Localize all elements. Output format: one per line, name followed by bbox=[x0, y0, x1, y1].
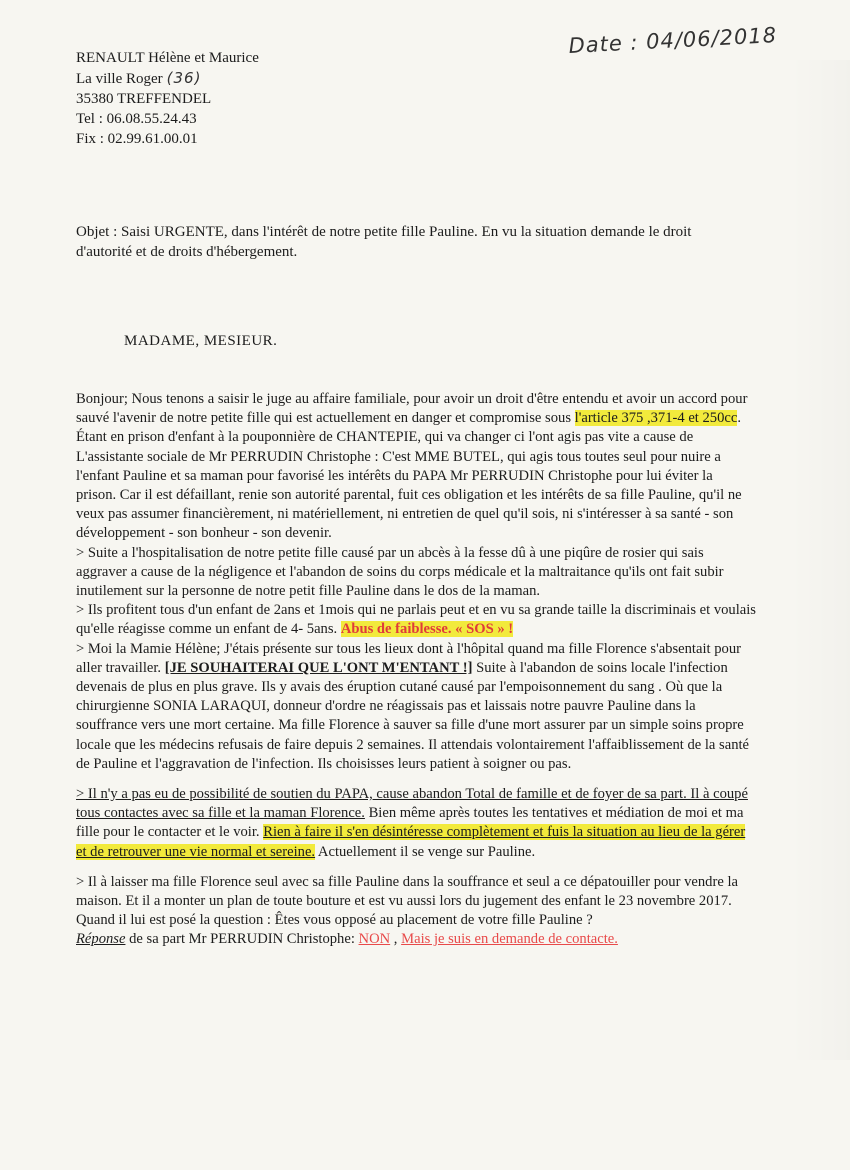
paragraph-5 bbox=[76, 785, 756, 862]
paragraph-6 bbox=[76, 873, 756, 950]
show-through-shadow bbox=[790, 60, 850, 1060]
sender-address-line: La ville Roger bbox=[76, 71, 163, 87]
reponse-non: NON bbox=[358, 931, 391, 948]
highlight-articles: l'article 375 ,371-4 et 250cc bbox=[574, 410, 738, 427]
paragraph-2: > Suite a l'hospitalisation de notre petite fille causé par un abcès à la fesse dû à une piqûre de rosier qui sais aggraver a cause de la négligence et l'abandon de soins du corps médicale et la maltraitance qu'ils ont fait subir inutilement sur la personne de notre petit fille Pauline dans le dos de la maman. bbox=[76, 544, 724, 600]
p1-text-b: . Étant en prison d'enfant à la pouponnière de CHANTEPIE, qui va changer ci l'ont agis pas vite a cause de L'assistante sociale de Mr PERRUDIN Christophe : C'est MME BUTEL, qui agis tous toutes seul pour nuire a l'enfant Pauline et sa maman pour favorisé les intérêts du PAPA Mr PERRUDIN Christophe pour lui éviter la prison. Car il est défaillant, renie son autorité parental, fuit ces obligation et les intérêts de sa fille Pauline, qu'il ne veux pas assumer financièrement, ni matériellement, ni entretien de quel qu'il sois, ni s'intéresser à sa santé - son développement - son bonheur - son devenir. bbox=[76, 410, 742, 542]
sender-tel: Tel : 06.08.55.24.43 bbox=[76, 111, 197, 127]
sender-city: 35380 TREFFENDEL bbox=[76, 91, 212, 107]
handwritten-note: (36) bbox=[166, 69, 202, 87]
letter-body bbox=[76, 390, 756, 950]
p5-underlined: > Il n'y a pas eu de possibilité de soutien du PAPA, cause abandon Total de famille et de foyer de sa part. Il à coupé tous contactes avec sa fille et la maman Florence. bbox=[76, 786, 748, 822]
p6-text: > Il à laisser ma fille Florence seul avec sa fille Pauline dans la souffrance et seul a ce dépatouiller pour vendre la maison. Et il a monter un plan de toute bouture et est vu aussi lors du jugement des enfant le 23 novembre 2017. Quand il lui est posé la question : Êtes vous opposé au placement de votre fille Pauline ? bbox=[76, 873, 738, 929]
paragraph-4 bbox=[76, 640, 756, 774]
sender-name: RENAULT Hélène et Maurice bbox=[76, 50, 259, 66]
p4-text-a: > Moi la Mamie Hélène; J'étais présente sur tous les lieux dont à l'hôpital quand ma fille Florence s'absentait pour aller travailler. bbox=[76, 640, 741, 676]
sender-fix: Fix : 02.99.61.00.01 bbox=[76, 131, 198, 147]
p4-bold-request: [JE SOUHAITERAI QUE L'ONT M'ENTANT !] bbox=[164, 659, 473, 676]
reponse-comma: , bbox=[390, 931, 402, 948]
spacer bbox=[76, 862, 756, 873]
p4-text-b: Suite à l'abandon de soins locale l'infection devenais de plus en plus grave. Ils y avais des éruption cutané causé par l'empoisonnement du sang . Où que la chirurgienne SONIA LARAQUI, donneur d'ordre ne réagissais pas et laissais notre pauvre Pauline dans la souffrance vers une mort certaine. Ma fille Florence à sauver sa fille d'une mort assurer par un simple soins propre locale que les médecins refusais de faire depuis 2 semaines. Il attendais volontairement l'affaiblissement de la santé de Pauline et l'aggravation de l'infection. Ils choisisses leurs patient à soigner ou pas. bbox=[76, 659, 750, 772]
paragraph-3 bbox=[76, 601, 756, 639]
highlight-desinteret: Rien à faire il s'en désintéresse complètement et fuis la situation au lieu de la gérer et de retrouver une vie normal et sereine. bbox=[76, 824, 746, 860]
p5-text-a: Bien même après toutes les tentatives et médiation de moi et ma fille pour le contacter et le voir. bbox=[76, 805, 744, 841]
p3-text: > Ils profitent tous d'un enfant de 2ans et 1mois qui ne parlais peut et en vu sa grande taille la discriminais et voulais qu'elle réagisse comme un enfant de 4- 5ans. bbox=[76, 602, 756, 638]
paragraph-1 bbox=[76, 390, 756, 544]
handwritten-date: Date : 04/06/2018 bbox=[568, 23, 778, 58]
spacer bbox=[76, 774, 756, 785]
p5-text-b: Actuellement il se venge sur Pauline. bbox=[315, 843, 536, 860]
salutation: MADAME, MESIEUR. bbox=[124, 333, 278, 349]
reponse-text: de sa part Mr PERRUDIN Christophe: bbox=[125, 931, 359, 948]
sender-block bbox=[76, 48, 259, 149]
reponse-contact: Mais je suis en demande de contacte. bbox=[401, 931, 618, 948]
sender-address bbox=[76, 68, 259, 89]
p1-text-a: Bonjour; Nous tenons a saisir le juge au affaire familiale, pour avoir un droit d'être entendu et avoir un accord pour sauvé l'avenir de notre petite fille qui est actuellement en danger et compromise sous bbox=[76, 391, 748, 427]
letter-subject: Objet : Saisi URGENTE, dans l'intérêt de notre petite fille Pauline. En vu la situation demande le droit d'autorité et de droits d'hébergement. bbox=[76, 224, 692, 260]
highlight-sos: Abus de faiblesse. « SOS » ! bbox=[340, 621, 514, 638]
reponse-label: Réponse bbox=[76, 931, 126, 948]
